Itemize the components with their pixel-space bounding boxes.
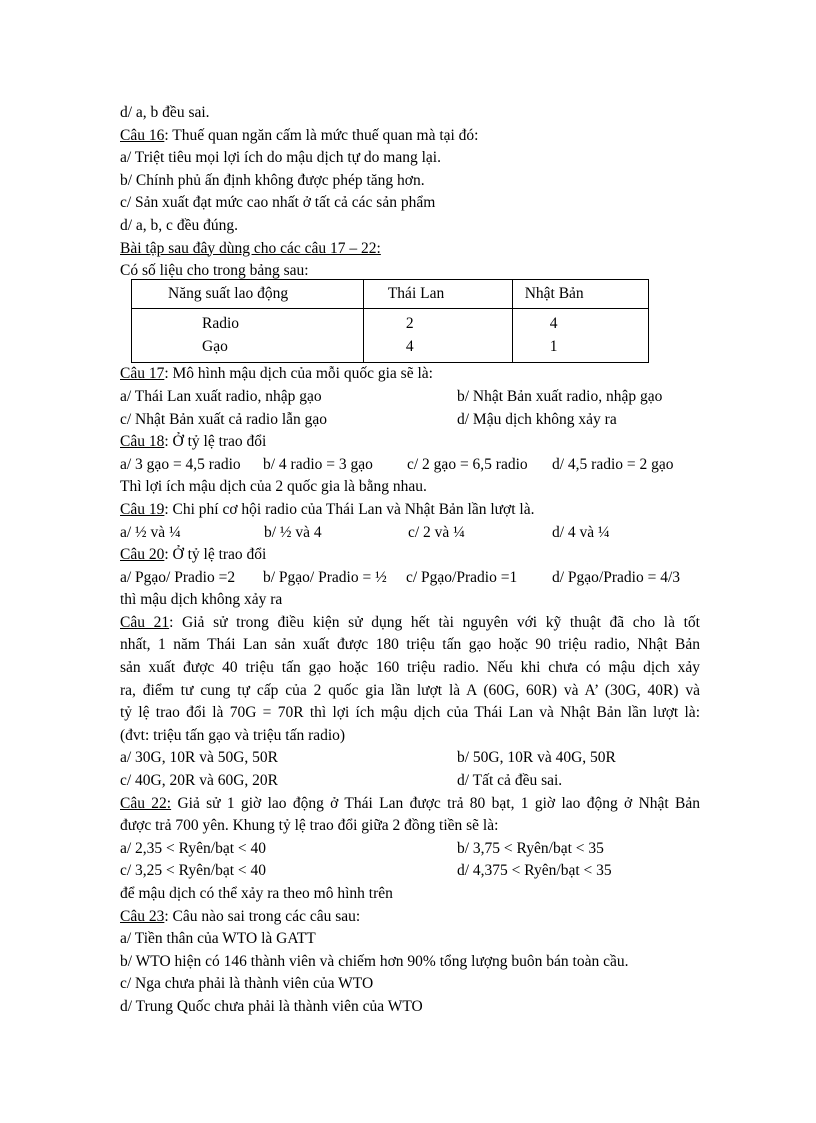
options-row	[120, 838, 700, 861]
table-intro: Có số liệu cho trong bảng sau:	[120, 262, 309, 280]
option-a: a/ Pgạo/ Pradio =2	[120, 568, 236, 586]
table-cell: 4	[363, 336, 512, 363]
option-b: b/ Pgạo/ Pradio = ½	[263, 568, 387, 586]
paragraph-line: tỷ lệ trao đổi là 70G = 70R thì lợi ích mậu dịch của Thái Lan và Nhật Bản lần lượt là:	[120, 704, 700, 722]
option-d: d/ Tất cả đều sai.	[457, 772, 563, 790]
options-row	[120, 860, 700, 883]
question-20	[120, 544, 700, 567]
option-b: b/ 3,75 < Ryên/bạt < 35	[457, 839, 604, 857]
question-17	[120, 363, 700, 386]
option-c: c/ 40G, 20R và 60G, 20R	[120, 772, 279, 790]
options-row	[120, 770, 700, 793]
question-text: : Ở tỷ lệ trao đổi	[164, 433, 267, 451]
option-c: c/ Pgạo/Pradio =1	[406, 568, 518, 586]
question-text: : Mô hình mậu dịch của mỗi quốc gia sẽ là:	[164, 365, 433, 383]
question-tail: để mậu dịch có thể xảy ra theo mô hình trên	[120, 885, 393, 902]
question-text: Giả sử 1 giờ lao động ở Thái Lan được trả 80 bạt, 1 giờ lao động ở Nhật Bản	[171, 794, 700, 812]
option-a: a/ Triệt tiêu mọi lợi ích do mậu dịch tự do mang lại.	[120, 149, 441, 167]
question-label: Câu 19	[120, 500, 165, 518]
question-tail: thì mậu dịch không xảy ra	[120, 591, 283, 609]
option-b: b/ 4 radio = 3 gạo	[263, 455, 373, 473]
option-d: d/ Pgạo/Pradio = 4/3	[552, 568, 681, 586]
table-cell: Gạo	[132, 336, 364, 363]
option-d: d/ 4,375 < Ryên/bạt < 35	[457, 862, 612, 880]
table-header-cell: Thái Lan	[363, 280, 512, 309]
question-23	[120, 906, 700, 929]
option-a: a/ 30G, 10R và 50G, 50R	[120, 749, 279, 767]
table-header-row	[132, 280, 649, 309]
options-row	[120, 522, 700, 545]
question-label: Câu 16	[120, 126, 165, 144]
option-c: c/ 2 gạo = 6,5 radio	[407, 455, 528, 473]
question-text: : Thuế quan ngăn cấm là mức thuế quan mà tại đó:	[164, 126, 479, 144]
option-a: a/ 2,35 < Ryên/bạt < 40	[120, 839, 267, 857]
option-d: d/ 4 và ¼	[552, 523, 610, 541]
option-a: a/ 3 gạo = 4,5 radio	[120, 455, 241, 473]
table-header-cell: Năng suất lao động	[132, 280, 364, 309]
question-label: Câu 20	[120, 546, 165, 564]
question-text: : Giả sử trong điều kiện sử dụng hết tài nguyên với kỹ thuật đã cho là tốt	[169, 613, 700, 631]
options-row	[120, 454, 700, 477]
option-c: c/ Nhật Bản xuất cả radio lẫn gạo	[120, 410, 328, 428]
table-cell: 2	[363, 309, 512, 336]
options-row	[120, 409, 700, 432]
option-a: a/ Thái Lan xuất radio, nhập gạo	[120, 387, 322, 405]
option-c: c/ 2 và ¼	[408, 523, 465, 541]
paragraph-line: sản xuất được 40 triệu tấn gạo hoặc 160 triệu radio. Nếu khi chưa có mậu dịch xảy	[120, 659, 700, 677]
table-cell: 4	[512, 309, 648, 336]
table-cell: Radio	[132, 309, 364, 336]
option-b: b/ ½ và 4	[264, 523, 322, 541]
table-row	[132, 309, 649, 336]
exercise-title: Bài tập sau đây dùng cho các câu 17 – 22:	[120, 239, 381, 257]
option-b: b/ Chính phủ ấn định không được phép tăng hơn.	[120, 171, 425, 189]
table-header-cell: Nhật Bản	[512, 280, 648, 309]
option-a: a/ ½ và ¼	[120, 523, 181, 541]
option-d: d/ Trung Quốc chưa phải là thành viên của WTO	[120, 997, 423, 1015]
paragraph-line: (đvt: triệu tấn gạo và triệu tấn radio)	[120, 726, 346, 744]
question-label: Câu 22:	[120, 794, 172, 812]
option-a: a/ Tiền thân của WTO là GATT	[120, 930, 316, 948]
options-row	[120, 386, 700, 409]
options-row	[120, 567, 700, 590]
question-tail: Thì lợi ích mậu dịch của 2 quốc gia là bằng nhau.	[120, 478, 427, 496]
option-d: d/ a, b, c đều đúng.	[120, 216, 238, 234]
paragraph-line: nhất, 1 năm Thái Lan sản xuất được 180 triệu tấn gạo hoặc 90 triệu radio, Nhật Bản	[120, 636, 700, 654]
question-19	[120, 499, 700, 522]
paragraph-line: ra, điểm tư cung tự cấp của 2 quốc gia lần lượt là A (60G, 60R) và A’ (30G, 40R) và	[120, 681, 700, 699]
text-line: d/ a, b đều sai.	[120, 104, 210, 121]
table-row	[132, 336, 649, 363]
question-label: Câu 17	[120, 365, 165, 383]
question-label: Câu 23	[120, 907, 165, 925]
option-b: b/ 50G, 10R và 40G, 50R	[457, 749, 616, 767]
question-text: : Ở tỷ lệ trao đổi	[164, 546, 267, 564]
question-label: Câu 21	[120, 613, 170, 631]
question-21	[120, 612, 700, 635]
question-text: : Chi phí cơ hội radio của Thái Lan và Nhật Bản lần lượt là.	[164, 500, 535, 518]
question-18	[120, 431, 700, 454]
option-d: d/ Mậu dịch không xảy ra	[457, 410, 617, 428]
option-d: d/ 4,5 radio = 2 gạo	[552, 455, 674, 473]
document-page	[120, 102, 700, 1019]
question-16	[120, 125, 700, 148]
option-c: c/ 3,25 < Ryên/bạt < 40	[120, 862, 267, 880]
table-cell: 1	[512, 336, 648, 363]
question-label: Câu 18	[120, 433, 165, 451]
productivity-table	[131, 279, 649, 363]
paragraph-line: được trả 700 yên. Khung tỷ lệ trao đổi giữa 2 đồng tiền sẽ là:	[120, 817, 499, 835]
options-row	[120, 747, 700, 770]
option-c: c/ Nga chưa phải là thành viên của WTO	[120, 975, 374, 993]
option-c: c/ Sản xuất đạt mức cao nhất ở tất cả các sản phẩm	[120, 194, 436, 212]
question-text: : Câu nào sai trong các câu sau:	[164, 907, 361, 925]
question-22	[120, 793, 700, 816]
option-b: b/ Nhật Bản xuất radio, nhập gạo	[457, 387, 663, 405]
option-b: b/ WTO hiện có 146 thành viên và chiếm hơn 90% tổng lượng buôn bán toàn cầu.	[120, 952, 629, 970]
